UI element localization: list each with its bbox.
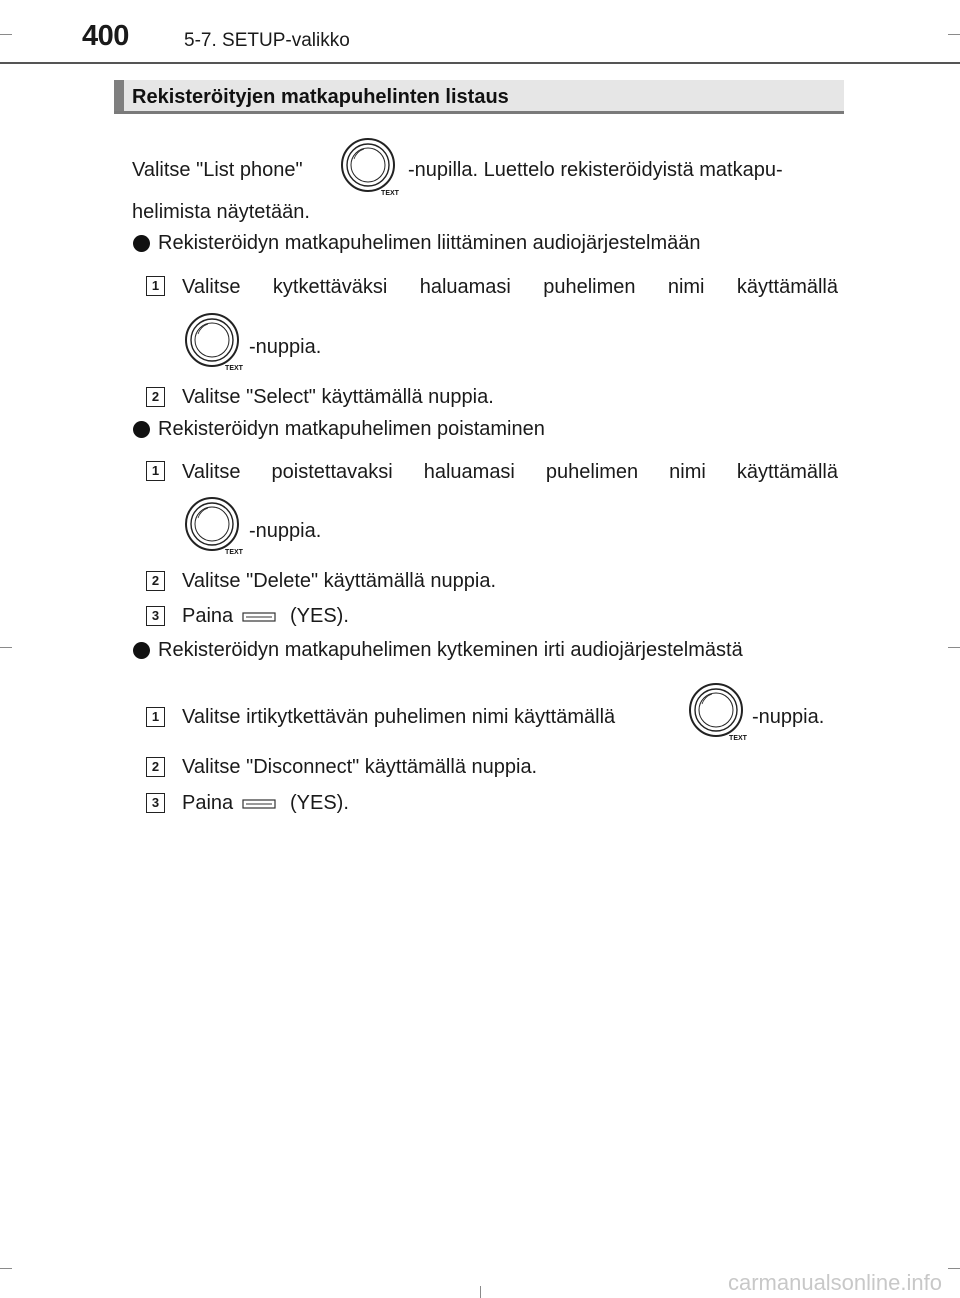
step-number: 2 — [146, 571, 165, 591]
step-text: Valitse "Select" käyttämällä nuppia. — [182, 386, 494, 408]
step-text: Valitse "Delete" käyttämällä nuppia. — [182, 570, 496, 592]
step-number: 2 — [146, 757, 165, 777]
knob-label: TEXT — [381, 190, 399, 197]
step-text: Paina — [182, 605, 234, 627]
step-text: Valitse kytkettäväksi haluamasi puhelimen nimi käyttämällä — [182, 276, 838, 298]
step-text-suffix: -nuppia. — [249, 520, 322, 542]
crop-mark — [0, 1268, 12, 1269]
group-heading: Rekisteröidyn matkapuhelimen liittäminen audiojärjestelmään — [158, 232, 701, 254]
step-text-suffix: (YES). — [290, 792, 349, 814]
crop-mark — [948, 647, 960, 648]
bullet — [133, 421, 150, 438]
step-text-suffix: (YES). — [290, 605, 349, 627]
section-title: Rekisteröityjen matkapuhelinten listaus — [132, 86, 509, 108]
step-number: 1 — [146, 461, 165, 481]
header-divider — [0, 62, 960, 64]
intro-text-middle: -nupilla. Luettelo rekisteröidyistä matkapu- — [408, 159, 783, 181]
knob-label: TEXT — [729, 735, 747, 742]
intro-text-end: helimista näytetään. — [132, 201, 310, 223]
step-number: 2 — [146, 387, 165, 407]
crop-mark — [0, 647, 12, 648]
step-text: Paina — [182, 792, 234, 814]
knob-label: TEXT — [225, 365, 243, 372]
step-number: 3 — [146, 606, 165, 626]
chapter-title: 5-7. SETUP-valikko — [184, 30, 350, 51]
step-text-suffix: -nuppia. — [752, 706, 825, 728]
step-number: 3 — [146, 793, 165, 813]
tune-select-knob-icon — [184, 312, 246, 374]
step-text: Valitse irtikytkettävän puhelimen nimi käyttämällä — [182, 706, 616, 728]
yes-button-icon — [242, 612, 276, 622]
intro-text-start: Valitse "List phone" — [132, 159, 303, 181]
step-number: 1 — [146, 276, 165, 296]
page-header — [0, 0, 960, 64]
step-text: Valitse "Disconnect" käyttämällä nuppia. — [182, 756, 538, 778]
section-heading-bar — [114, 80, 844, 114]
step-text-suffix: -nuppia. — [249, 336, 322, 358]
knob-label: TEXT — [225, 549, 243, 556]
crop-mark — [480, 1286, 481, 1298]
yes-button-icon — [242, 799, 276, 809]
group-heading: Rekisteröidyn matkapuhelimen kytkeminen irti audiojärjestelmästä — [158, 639, 743, 661]
watermark: carmanualsonline.info — [727, 1270, 942, 1295]
step-number: 1 — [146, 707, 165, 727]
crop-mark — [948, 1268, 960, 1269]
tune-select-knob-icon — [184, 496, 246, 558]
bullet — [133, 642, 150, 659]
page-number: 400 — [82, 20, 129, 52]
step-text: Valitse poistettavaksi haluamasi puhelimen nimi käyttämällä — [182, 461, 838, 483]
bullet — [133, 235, 150, 252]
tune-select-knob-icon — [340, 137, 402, 199]
tune-select-knob-icon — [688, 682, 750, 744]
section-heading-stripe — [114, 80, 124, 111]
group-heading: Rekisteröidyn matkapuhelimen poistaminen — [158, 418, 545, 440]
